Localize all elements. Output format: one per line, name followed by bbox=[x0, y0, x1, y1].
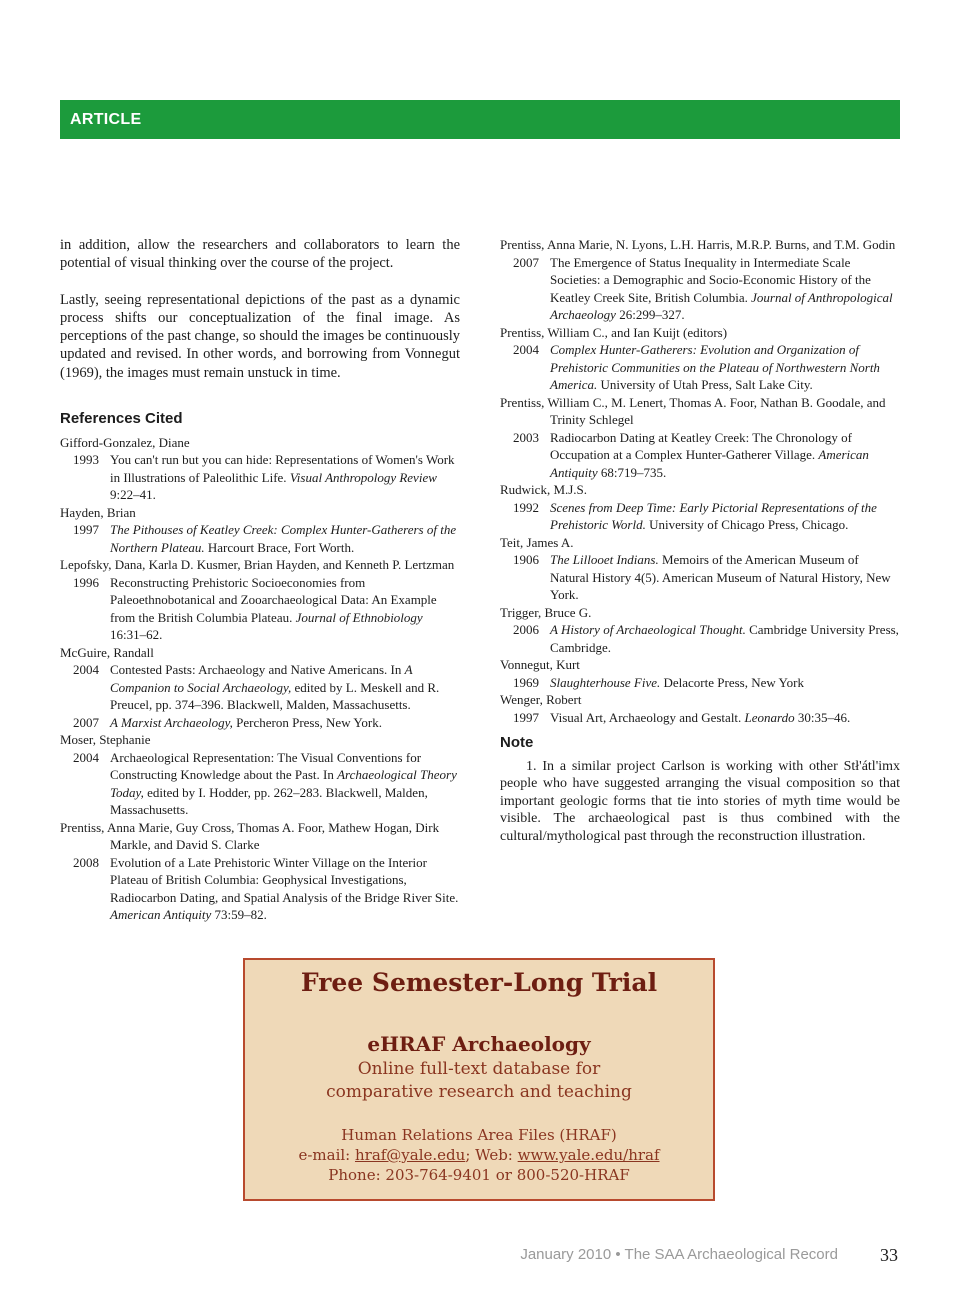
reference-detail: 73:59–82. bbox=[211, 907, 267, 923]
reference-work bbox=[500, 674, 900, 692]
reference-work bbox=[60, 521, 460, 556]
reference-entry bbox=[500, 394, 900, 482]
reference-year: 1997 bbox=[73, 522, 99, 538]
reference-entry bbox=[60, 644, 460, 732]
note-heading: Note bbox=[500, 734, 534, 751]
reference-text: Archaeological Representation: The Visual Conventions for Constructing Knowledge about the Past. In bbox=[110, 749, 422, 783]
ad-web-label: ; Web: bbox=[465, 1146, 518, 1164]
reference-title-italic: Complex Hunter-Gatherers: Evolution and Organization of Prehistoric Communities on the Plateau of Northwestern North America. bbox=[550, 342, 880, 392]
reference-detail: Delacorte Press, New York bbox=[660, 674, 804, 690]
reference-year: 1906 bbox=[513, 552, 539, 567]
reference-title-italic: Scenes from Deep Time: Early Pictorial Representations of the Prehistoric World. bbox=[550, 499, 877, 532]
note-text: 1. In a similar project Carlson is working with other Stł'átl'imx people who have suggested arranging the visual composition so that important geologic forms that tie into stories of myth time would be visible. The archaeological past is thus combined with the cultural/mythological past through the reconstruction illustration. bbox=[500, 758, 900, 844]
page-number: 33 bbox=[880, 1245, 898, 1265]
reference-list-right bbox=[500, 236, 900, 726]
reference-text: Contested Pasts: Archaeology and Native Americans. In bbox=[110, 662, 405, 678]
reference-work bbox=[60, 661, 460, 714]
reference-author: Prentiss, Anna Marie, N. Lyons, L.H. Harris, M.R.P. Burns, and T.M. Godin bbox=[500, 237, 896, 252]
reference-author: McGuire, Randall bbox=[60, 644, 154, 660]
reference-author: Lepofsky, Dana, Karla D. Kusmer, Brian Hayden, and Kenneth P. Lertzman bbox=[60, 557, 455, 573]
reference-detail: Percheron Press, New York. bbox=[232, 714, 383, 730]
reference-title-italic: The Lillooet Indians. bbox=[550, 552, 659, 567]
reference-text: Reconstructing Prehistoric Socioeconomies from Paleoethnobotanical and Zooarchaeological Data: An Example from the British Columbia Plateau. bbox=[110, 574, 437, 625]
reference-detail: 30:35–46. bbox=[794, 709, 851, 725]
references-heading: References Cited bbox=[60, 410, 183, 428]
reference-work bbox=[500, 254, 900, 324]
reference-work bbox=[500, 341, 900, 394]
reference-text: Evolution of a Late Prehistoric Winter Village on the Interior Plateau of British Columbia: Geophysical Investigations, Radiocarbon Dating, and Spatial Analysis of the Bridge River Site. bbox=[110, 854, 459, 905]
reference-detail: University of Chicago Press, Chicago. bbox=[645, 517, 849, 532]
ad-web-link[interactable]: www.yale.edu/hraf bbox=[517, 1146, 660, 1164]
reference-title-italic: Slaughterhouse Five. bbox=[550, 674, 661, 690]
reference-author: Teit, James A. bbox=[500, 534, 574, 550]
reference-detail: edited by I. Hodder, pp. 262–283. Blackwell, Malden, Massachusetts. bbox=[110, 784, 428, 818]
reference-year: 2007 bbox=[513, 254, 539, 270]
reference-entry bbox=[60, 504, 460, 557]
reference-author: Moser, Stephanie bbox=[60, 732, 151, 748]
reference-author: Rudwick, M.J.S. bbox=[500, 482, 588, 497]
reference-entry bbox=[60, 819, 460, 924]
reference-work bbox=[500, 621, 900, 656]
reference-work bbox=[60, 451, 460, 504]
reference-title-italic: A History of Archaeological Thought. bbox=[550, 622, 746, 637]
reference-detail: 26:299–327. bbox=[615, 307, 685, 322]
reference-author: Prentiss, Anna Marie, Guy Cross, Thomas A. Foor, Mathew Hogan, Dirk Markle, and David S. Clarke bbox=[60, 819, 440, 853]
reference-entry bbox=[60, 731, 460, 819]
ad-description-line: Online full-text database for bbox=[357, 1059, 601, 1079]
reference-title-italic: Archaeological Theory Today, bbox=[110, 767, 457, 800]
reference-title-italic: The Pithouses of Keatley Creek: Complex Hunter-Gatherers of the Northern Plateau. bbox=[110, 522, 457, 555]
reference-year: 2004 bbox=[73, 749, 99, 765]
reference-work bbox=[500, 551, 900, 604]
reference-entry bbox=[500, 691, 900, 726]
reference-author: Prentiss, William C., and Ian Kuijt (editors) bbox=[500, 324, 728, 340]
reference-entry bbox=[500, 324, 900, 394]
ad-subtitle: eHRAF Archaeology bbox=[367, 1032, 591, 1056]
reference-detail: 16:31–62. bbox=[110, 627, 163, 643]
reference-title-italic: Visual Anthropology Review bbox=[289, 469, 437, 485]
reference-text: Visual Art, Archaeology and Gestalt. bbox=[550, 709, 745, 725]
reference-work bbox=[60, 749, 460, 819]
reference-year: 1969 bbox=[513, 674, 539, 690]
reference-text: Radiocarbon Dating at Keatley Creek: The Chronology of Occupation at a Complex Hunter-Gatherer Village. bbox=[550, 429, 852, 462]
advertisement-box[interactable] bbox=[243, 958, 715, 1201]
reference-detail: 68:719–735. bbox=[597, 464, 667, 480]
reference-work bbox=[500, 429, 900, 482]
reference-detail: Cambridge University Press, Cambridge. bbox=[550, 622, 899, 655]
reference-year: 1993 bbox=[73, 452, 99, 468]
ad-contact-line bbox=[245, 1146, 713, 1164]
ad-email-label: e-mail: bbox=[298, 1146, 355, 1164]
reference-text: The Emergence of Status Inequality in Intermediate Scale Societies: a Demographic and Socio-Economic History of the Keatley Creek Site, British Columbia. bbox=[550, 254, 871, 305]
ad-description-line: comparative research and teaching bbox=[326, 1082, 632, 1102]
reference-entry bbox=[500, 481, 900, 534]
reference-year: 1996 bbox=[73, 574, 99, 590]
reference-title-italic: A Companion to Social Archaeology, bbox=[110, 662, 413, 695]
ad-organization: Human Relations Area Files (HRAF) bbox=[341, 1126, 617, 1144]
reference-year: 2004 bbox=[73, 662, 99, 678]
reference-detail: Harcourt Brace, Fort Worth. bbox=[204, 539, 355, 555]
reference-detail: University of Utah Press, Salt Lake City. bbox=[597, 377, 813, 392]
footer-issue: January 2010 • The SAA Archaeological Record bbox=[520, 1246, 838, 1263]
body-paragraph: Lastly, seeing representational depictions of the past as a dynamic process shifts our conceptualization of the final image. As perceptions of the past change, so should the images be continuously updated and revised. In other words, and borrowing from Vonnegut (1969), the images must remain unstuck in time. bbox=[60, 291, 460, 381]
reference-detail: edited by L. Meskell and R. Preucel, pp. 374–396. Blackwell, Malden, Massachusetts. bbox=[110, 679, 440, 713]
reference-author: Wenger, Robert bbox=[500, 692, 582, 707]
reference-entry bbox=[500, 236, 900, 324]
reference-list-left bbox=[60, 434, 460, 924]
reference-work bbox=[500, 709, 900, 727]
reference-entry bbox=[500, 604, 900, 657]
reference-work bbox=[500, 499, 900, 534]
reference-text: You can't run but you can hide: Representations of Women's Work in Illustrations of Paleolithic Life. bbox=[110, 452, 455, 485]
reference-detail: 9:22–41. bbox=[110, 487, 156, 503]
reference-title-italic: Leonardo bbox=[744, 709, 795, 725]
section-label: ARTICLE bbox=[70, 111, 142, 128]
reference-author: Hayden, Brian bbox=[60, 504, 136, 520]
reference-title-italic: American Antiquity bbox=[110, 907, 212, 923]
section-banner bbox=[60, 100, 900, 139]
reference-year: 2004 bbox=[513, 342, 539, 357]
ad-phone: Phone: 203-764-9401 or 800-520-HRAF bbox=[328, 1166, 630, 1184]
ad-title: Free Semester-Long Trial bbox=[300, 968, 658, 997]
ad-email-link[interactable]: hraf@yale.edu bbox=[354, 1146, 466, 1164]
reference-entry bbox=[500, 534, 900, 604]
reference-title-italic: Journal of Ethnobiology bbox=[295, 609, 423, 625]
left-column bbox=[60, 236, 460, 924]
reference-entry bbox=[60, 434, 460, 504]
reference-work bbox=[60, 574, 460, 644]
reference-author: Prentiss, William C., M. Lenert, Thomas A. Foor, Nathan B. Goodale, and Trinity Schlegel bbox=[500, 394, 886, 427]
reference-year: 2003 bbox=[513, 429, 539, 445]
reference-title-italic: American Antiquity bbox=[550, 447, 869, 480]
body-paragraph: in addition, allow the researchers and collaborators to learn the potential of visual thinking over the course of the project. bbox=[60, 237, 460, 272]
page-footer bbox=[500, 1243, 900, 1273]
right-column bbox=[500, 236, 900, 845]
reference-entry bbox=[500, 656, 900, 691]
reference-title-italic: A Marxist Archaeology, bbox=[110, 714, 233, 730]
reference-work bbox=[60, 854, 460, 924]
reference-work bbox=[60, 714, 460, 732]
reference-year: 1992 bbox=[513, 499, 539, 515]
reference-author: Gifford-Gonzalez, Diane bbox=[60, 434, 190, 450]
reference-year: 2008 bbox=[73, 854, 99, 870]
reference-author: Vonnegut, Kurt bbox=[500, 657, 580, 672]
reference-year: 2006 bbox=[513, 622, 539, 637]
reference-detail: Memoirs of the American Museum of Natural History 4(5). American Museum of Natural History, New York. bbox=[550, 552, 891, 602]
reference-entry bbox=[60, 556, 460, 644]
reference-year: 1997 bbox=[513, 709, 539, 725]
reference-year: 2007 bbox=[73, 714, 99, 730]
reference-title-italic: Journal of Anthropological Archaeology bbox=[550, 289, 893, 322]
reference-author: Trigger, Bruce G. bbox=[500, 604, 592, 620]
